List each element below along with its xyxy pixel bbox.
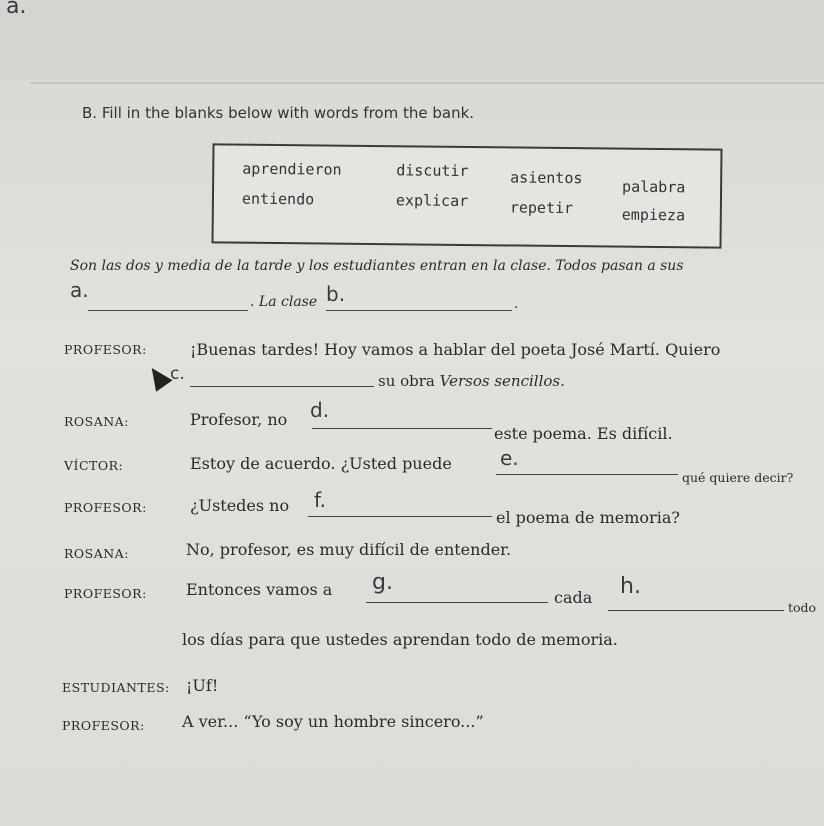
page-top-area bbox=[0, 0, 824, 80]
dialogue-text: ¡Uf! bbox=[186, 676, 219, 695]
speaker-profesor: PROFESOR: bbox=[64, 342, 147, 357]
handwritten-label-b: b. bbox=[326, 282, 346, 306]
dialogue-text: No, profesor, es muy difícil de entender. bbox=[186, 540, 512, 559]
word-bank-item: repetir bbox=[509, 198, 574, 218]
handwritten-label-c: c. bbox=[170, 364, 185, 384]
word-bank-item: asientos bbox=[510, 168, 583, 188]
mouse-cursor-icon bbox=[143, 362, 172, 391]
intro-line-1: Son las dos y media de la tarde y los estudiantes entran en la clase. Todos pasan a sus bbox=[70, 258, 684, 274]
blank-a[interactable] bbox=[88, 310, 248, 311]
speaker-victor: VÍCTOR: bbox=[64, 458, 124, 473]
dialogue-text: A ver... “Yo soy un hombre sincero...” bbox=[182, 712, 484, 731]
divider bbox=[30, 82, 824, 84]
dialogue-text: ¡Buenas tardes! Hoy vamos a hablar del poeta José Martí. Quiero bbox=[190, 340, 721, 359]
dialogue-text: Estoy de acuerdo. ¿Usted puede bbox=[190, 454, 452, 473]
speaker-rosana: ROSANA: bbox=[64, 546, 129, 561]
intro-after-a: . La clase bbox=[250, 294, 318, 310]
dialogue-text: ¿Ustedes no bbox=[190, 496, 290, 515]
handwritten-label-a-top: a. bbox=[6, 0, 27, 19]
dialogue-text: su obra Versos sencillos. bbox=[378, 372, 565, 390]
blank-d[interactable] bbox=[312, 428, 492, 429]
dialogue-text: qué quiere decir? bbox=[682, 470, 794, 485]
speaker-estudiantes: ESTUDIANTES: bbox=[62, 680, 170, 695]
dialogue-text: cada bbox=[554, 588, 593, 607]
handwritten-label-g: g. bbox=[372, 570, 393, 595]
handwritten-label-f: f. bbox=[314, 488, 326, 512]
word-bank-item: discutir bbox=[396, 161, 469, 181]
handwritten-label-e: e. bbox=[500, 446, 519, 470]
intro-after-b: . bbox=[514, 296, 519, 312]
word-bank-item: entiendo bbox=[241, 189, 315, 209]
section-title: B. Fill in the blanks below with words from the bank. bbox=[82, 104, 475, 122]
blank-f[interactable] bbox=[308, 516, 492, 517]
speaker-profesor: PROFESOR: bbox=[64, 586, 147, 601]
word-bank-item: palabra bbox=[622, 177, 686, 197]
handwritten-label-d: d. bbox=[310, 398, 330, 422]
word-bank-item: explicar bbox=[395, 191, 469, 211]
blank-c[interactable] bbox=[190, 386, 374, 387]
blank-e[interactable] bbox=[496, 474, 678, 475]
word-bank-box bbox=[211, 143, 722, 248]
speaker-profesor: PROFESOR: bbox=[64, 500, 147, 515]
dialogue-text: el poema de memoria? bbox=[496, 508, 680, 527]
blank-g[interactable] bbox=[366, 602, 548, 603]
word-bank-item: empieza bbox=[621, 205, 686, 225]
dialogue-text: Profesor, no bbox=[190, 410, 288, 429]
blank-b[interactable] bbox=[326, 310, 512, 311]
speaker-profesor: PROFESOR: bbox=[62, 718, 145, 733]
dialogue-text: todo bbox=[788, 600, 817, 615]
dialogue-text: los días para que ustedes aprendan todo de memoria. bbox=[182, 630, 618, 649]
handwritten-label-h: h. bbox=[620, 574, 641, 599]
handwritten-label-a: a. bbox=[70, 278, 89, 302]
speaker-rosana: ROSANA: bbox=[64, 414, 129, 429]
word-bank-item: aprendieron bbox=[242, 159, 342, 179]
dialogue-text: este poema. Es difícil. bbox=[494, 424, 673, 443]
blank-h[interactable] bbox=[608, 610, 784, 611]
dialogue-text: Entonces vamos a bbox=[186, 580, 333, 599]
